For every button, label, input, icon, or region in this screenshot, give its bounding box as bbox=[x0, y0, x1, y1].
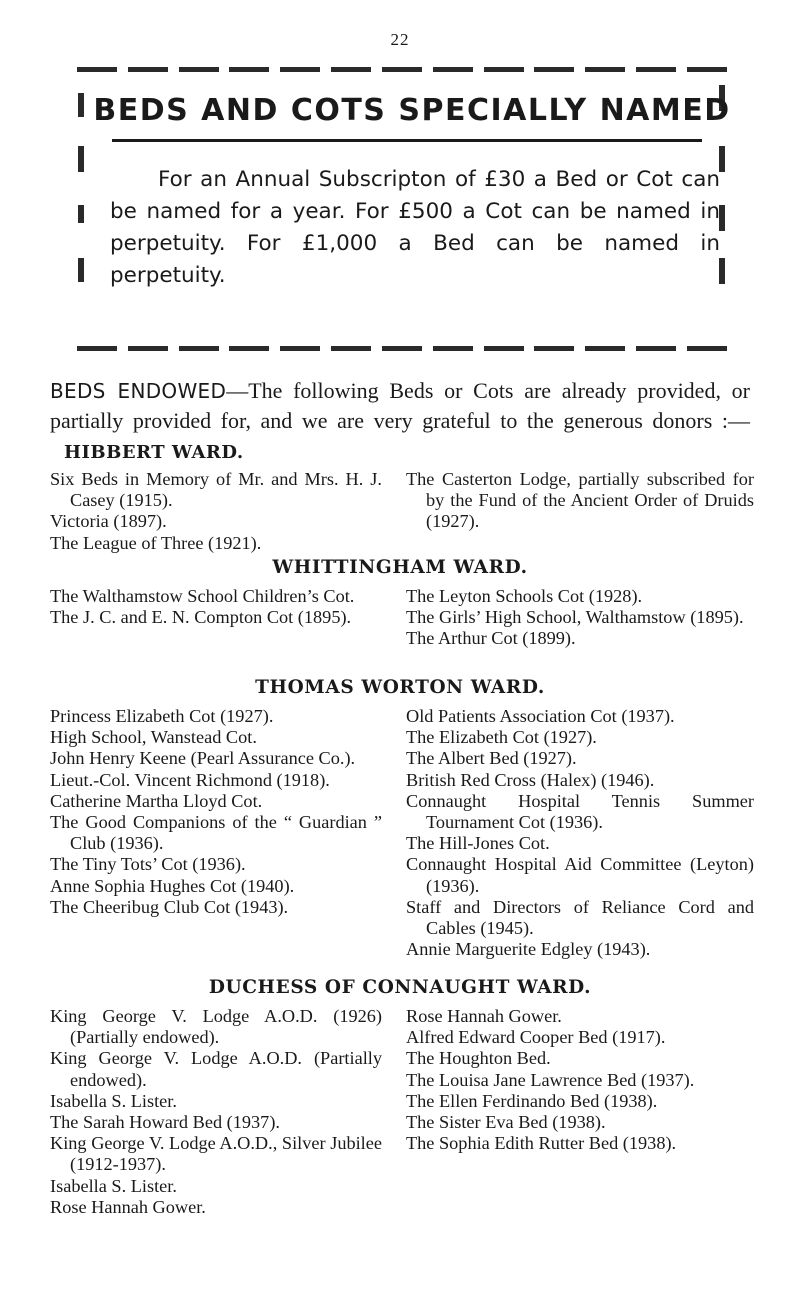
list-item: John Henry Keene (Pearl Assurance Co.). bbox=[50, 748, 356, 769]
list-item: Old Patients Association Cot (1937). bbox=[406, 706, 675, 726]
list-item: The Elizabeth Cot (1927). bbox=[406, 727, 597, 748]
list-item: King George V. Lodge A.O.D. (Partially endowed). bbox=[50, 1048, 382, 1090]
list-item: The J. C. and E. N. Compton Cot (1895). bbox=[50, 607, 352, 628]
ward-thomas-worton-columns bbox=[50, 706, 754, 960]
list-item: Isabella S. Lister. bbox=[50, 1090, 177, 1111]
ward-heading-hibbert: HIBBERT WARD. bbox=[64, 442, 244, 463]
notice-border-left-3 bbox=[78, 205, 84, 223]
list-item: The Sarah Howard Bed (1937). bbox=[50, 1112, 280, 1133]
list-item: Connaught Hospital Tennis Summer Tournament Cot (1936). bbox=[406, 790, 754, 833]
list-item: Rose Hannah Gower. bbox=[406, 1006, 562, 1026]
notice-title: BEDS AND COTS SPECIALLY NAMED bbox=[93, 93, 731, 128]
notice-border-left-2 bbox=[78, 146, 84, 172]
list-item: The Hill-Jones Cot. bbox=[406, 833, 550, 854]
list-item: Connaught Hospital Aid Committee (Leyton) (1936). bbox=[406, 854, 754, 896]
list-item: Victoria (1897). bbox=[50, 511, 167, 532]
list-item: Lieut.-Col. Vincent Richmond (1918). bbox=[50, 769, 330, 790]
list-item: The League of Three (1921). bbox=[50, 532, 262, 553]
list-item: The Sophia Edith Rutter Bed (1938). bbox=[406, 1133, 677, 1154]
title-underline bbox=[112, 139, 702, 142]
list-item: The Ellen Ferdinando Bed (1938). bbox=[406, 1090, 658, 1111]
ward-hibbert-left bbox=[50, 469, 382, 554]
ward-heading-whittingham: WHITTINGHAM WARD. bbox=[272, 557, 528, 578]
ward-duchess-columns bbox=[50, 1006, 754, 1218]
ward-duchess-right bbox=[406, 1006, 754, 1218]
list-item: The Tiny Tots’ Cot (1936). bbox=[50, 854, 246, 875]
list-item: The Walthamstow School Children’s Cot. bbox=[50, 586, 355, 606]
list-item: Rose Hannah Gower. bbox=[50, 1196, 206, 1217]
list-item: King George V. Lodge A.O.D., Silver Jubilee (1912-1937). bbox=[50, 1133, 382, 1175]
notice-border-left-4 bbox=[78, 258, 84, 282]
list-item: The Casterton Lodge, partially subscribed for by the Fund of the Ancient Order of Druids (1927). bbox=[406, 469, 754, 532]
list-item: Catherine Martha Lloyd Cot. bbox=[50, 790, 263, 811]
list-item: The Sister Eva Bed (1938). bbox=[406, 1112, 606, 1133]
ward-thomas-worton-right bbox=[406, 706, 754, 960]
intro-text: —The following Beds or Cots are already provided, or partially provided for, and we are very grateful to the generous donors :— bbox=[50, 378, 750, 433]
page-number: 22 bbox=[390, 30, 410, 49]
notice-border-bottom bbox=[77, 345, 727, 353]
notice-body: For an Annual Subscripton of £30 a Bed or Cot can be named for a year. For £500 a Cot can be named in perpetuity. For £1,000 a Bed can be named in perpetuity. bbox=[110, 167, 720, 288]
ward-heading-duchess-of-connaught: DUCHESS OF CONNAUGHT WARD. bbox=[208, 977, 592, 998]
notice-text bbox=[110, 164, 720, 292]
list-item: High School, Wanstead Cot. bbox=[50, 727, 257, 748]
beds-endowed-intro bbox=[50, 376, 750, 468]
list-item: The Good Companions of the “ Guardian ” Club (1936). bbox=[50, 812, 382, 854]
ward-whittingham-left bbox=[50, 586, 382, 650]
list-item: Annie Marguerite Edgley (1943). bbox=[406, 939, 651, 960]
list-item: Six Beds in Memory of Mr. and Mrs. H. J. Casey (1915). bbox=[50, 469, 382, 511]
list-item: The Houghton Bed. bbox=[406, 1048, 551, 1069]
list-item: Princess Elizabeth Cot (1927). bbox=[50, 706, 274, 726]
ward-heading-thomas-worton: THOMAS WORTON WARD. bbox=[255, 677, 545, 698]
list-item: The Louisa Jane Lawrence Bed (1937). bbox=[406, 1069, 695, 1090]
list-item: Alfred Edward Cooper Bed (1917). bbox=[406, 1027, 666, 1048]
ward-thomas-worton-left bbox=[50, 706, 382, 960]
ward-hibbert-columns bbox=[50, 469, 754, 554]
ward-whittingham-right bbox=[406, 586, 754, 650]
notice-border-top bbox=[77, 66, 727, 74]
list-item: The Cheeribug Club Cot (1943). bbox=[50, 896, 289, 917]
list-item: The Leyton Schools Cot (1928). bbox=[406, 586, 643, 606]
list-item: The Girls’ High School, Walthamstow (1895). bbox=[406, 607, 744, 628]
list-item: Staff and Directors of Reliance Cord and Cables (1945). bbox=[406, 896, 754, 939]
list-item: Anne Sophia Hughes Cot (1940). bbox=[50, 875, 295, 896]
list-item: The Arthur Cot (1899). bbox=[406, 628, 576, 649]
notice-border-left bbox=[78, 93, 84, 117]
ward-whittingham-columns bbox=[50, 586, 754, 650]
ward-hibbert-right bbox=[406, 469, 754, 554]
ward-duchess-left bbox=[50, 1006, 382, 1218]
list-item: British Red Cross (Halex) (1946). bbox=[406, 769, 655, 790]
intro-lead: BEDS ENDOWED bbox=[50, 379, 227, 403]
list-item: Isabella S. Lister. bbox=[50, 1175, 177, 1196]
list-item: The Albert Bed (1927). bbox=[406, 748, 577, 769]
list-item: King George V. Lodge A.O.D. (1926) (Partially endowed). bbox=[50, 1006, 382, 1048]
